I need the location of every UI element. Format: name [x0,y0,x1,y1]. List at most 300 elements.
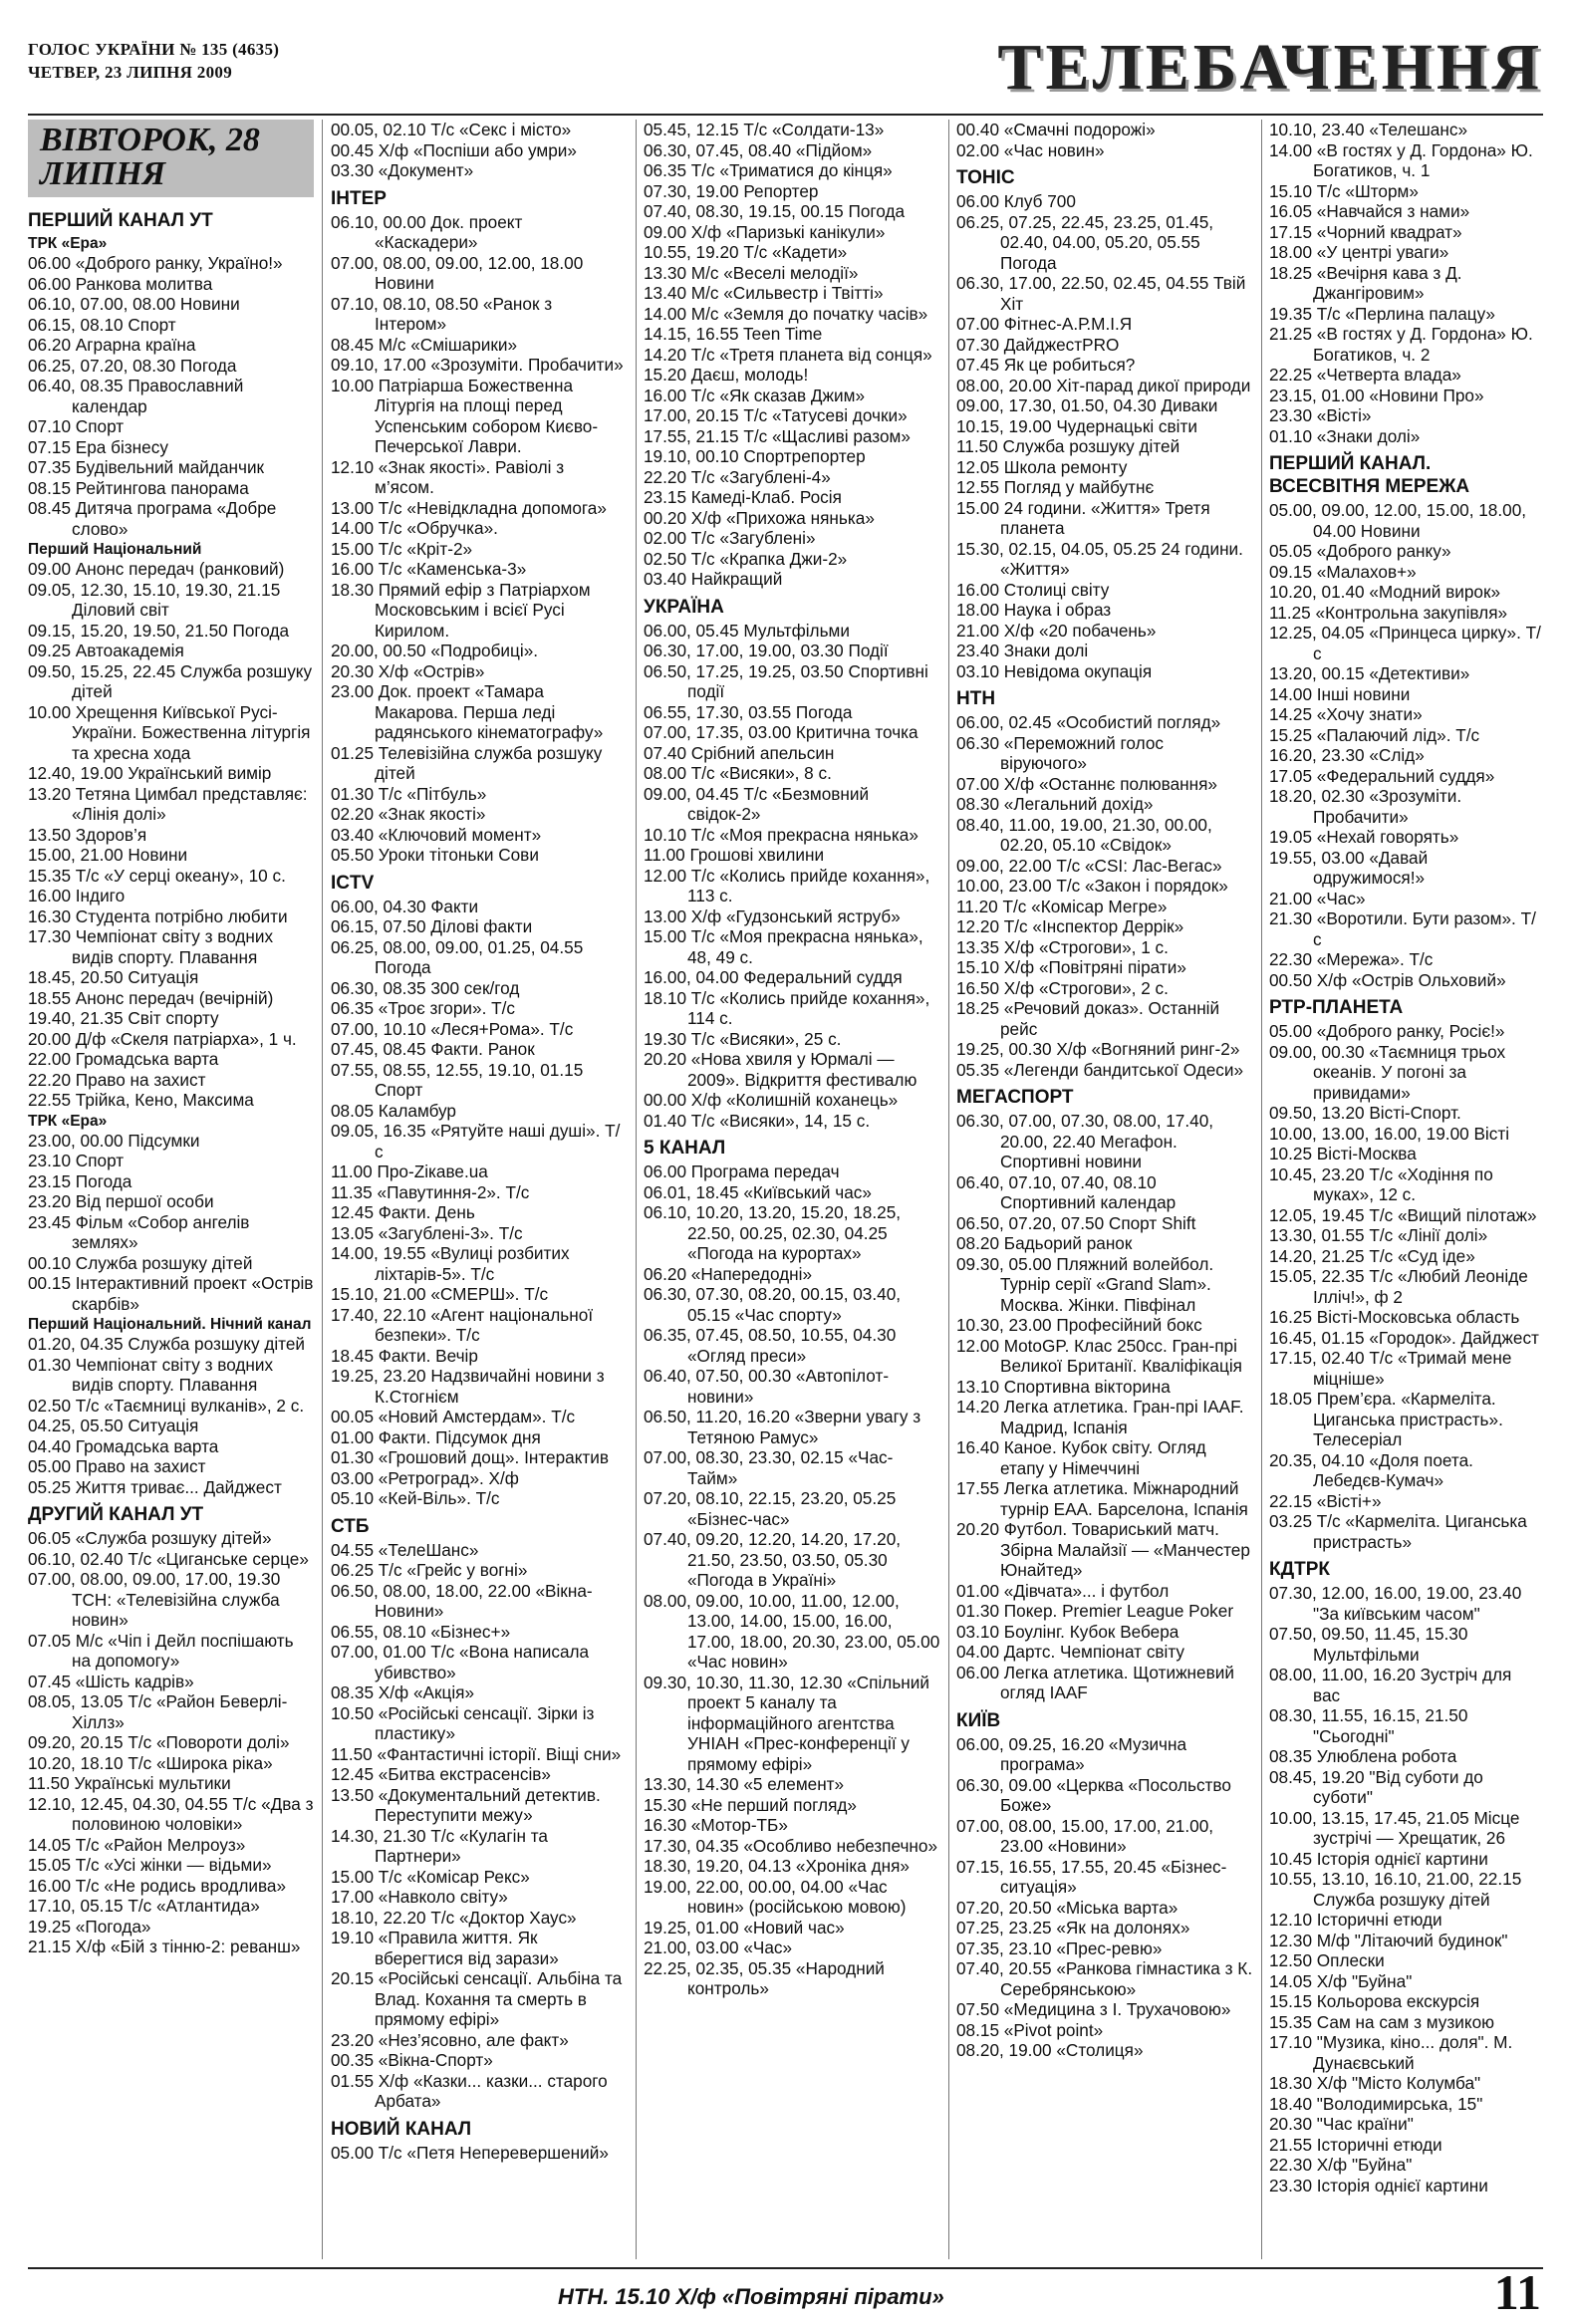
program-entry: 10.00, 13.00, 16.00, 19.00 Вісті [1269,1123,1510,1144]
program-entry: 06.00 «Доброго ранку, Україно!» [28,253,283,273]
column-divider [1261,120,1262,2259]
program-entry: 08.00, 11.00, 16.20 Зустріч для вас [1269,1665,1512,1705]
program-entry: 06.25 Т/с «Грейс у вогні» [331,1560,528,1580]
column-divider [948,120,949,2259]
program-entry: 08.15 Рейтингова панорама [28,477,249,498]
channel-name: ПЕРШИЙ КАНАЛ УТ [28,210,213,231]
program-entry: 19.10 «Правила життя. Як вберегтися від зарази» [331,1928,559,1968]
program-entry: 16.00 Т/с «Не родись вродлива» [28,1875,287,1896]
program-entry: 11.00 Грошові хвилини [644,845,825,865]
program-entry: 12.05 Школа ремонту [956,456,1128,477]
program-entry: 15.10 Т/с «Шторм» [1269,180,1419,201]
program-entry: 07.20, 20.50 «Міська варта» [956,1897,1178,1918]
program-entry: 09.05, 12.30, 15.10, 19.30, 21.15 Діловий світ [28,579,281,620]
program-entry: 07.50, 09.50, 11.45, 15.30 Мультфільми [1269,1624,1468,1665]
program-entry: 10.55, 19.20 Т/с «Кадети» [644,242,848,262]
program-entry: 15.00 Т/с «Комісар Рекс» [331,1866,530,1887]
program-entry: 16.00 Індиго [28,886,126,905]
program-entry: 06.50, 17.25, 19.25, 03.50 Спортивні події [644,660,928,701]
program-entry: 07.05 М/с «Чіп і Дейл поспішають на допомогу» [28,1630,294,1671]
program-entry: 06.40, 07.10, 07.40, 08.10 Спортивний календар [956,1171,1177,1212]
program-entry: 14.20 Легка атлетика. Гран-прі IAAF. Мадрид, Іспанія [956,1397,1244,1437]
program-entry: 09.15 «Малахов+» [1269,561,1417,582]
program-entry: 06.00 Легка атлетика. Щотижневий огляд IAAF [956,1662,1234,1702]
program-entry: 15.05, 22.35 Т/с «Любий Леоніде Ілліч!», ф 2 [1269,1266,1528,1307]
program-entry: 07.15, 16.55, 17.55, 20.45 «Бізнес-ситуація» [956,1856,1227,1897]
footer-rule [28,2267,1543,2269]
program-entry: 21.00 «Час» [1269,888,1366,908]
program-entry: 03.30 «Документ» [331,160,474,180]
program-entry: 08.20 Бадьорий ранок [956,1233,1133,1253]
program-entry: 08.45 Дитяча програма «Добре слово» [28,498,277,539]
program-entry: 22.55 Трійка, Кено, Максима [28,1090,254,1110]
program-entry: 05.25 Життя триває... Дайджест [28,1476,282,1497]
program-entry: 14.00 Інші новини [1269,683,1411,704]
program-entry: 23.15 Камеді-Клаб. Росія [644,487,842,507]
program-entry: 07.35, 23.10 «Прес-ревю» [956,1937,1163,1958]
program-entry: 07.45 «Шість кадрів» [28,1671,194,1691]
program-entry: 19.55, 03.00 «Давай одружимося!» [1269,847,1429,888]
program-entry: 06.40, 08.35 Православний календар [28,376,244,416]
channel-block-name: ТРК «Ера» [28,235,108,252]
program-entry: 07.30 ДайджестPRO [956,334,1120,355]
program-entry: 06.20 Аграрна країна [28,335,196,355]
channel-block-name: ТРК «Ера» [28,1112,108,1130]
program-entry: 22.15 «Вісті+» [1269,1490,1382,1511]
program-entry: 12.10 Історичні етюди [1269,1910,1442,1930]
program-entry: 04.00 Дартс. Чемпіонат світу [956,1642,1185,1662]
program-entry: 07.00, 08.30, 23.30, 02.15 «Час-Тайм» [644,1447,894,1488]
program-entry: 06.05 «Служба розшуку дітей» [28,1528,272,1548]
program-entry: 07.00 Фітнес-А.Р.М.І.Я [956,314,1133,334]
column-4 [956,120,1253,2259]
program-entry: 09.00 Анонс передач (ранковий) [28,559,285,579]
program-entry: 19.05 «Нехай говорять» [1269,827,1459,847]
program-entry: 21.15 Х/ф «Бій з тінню-2: реванш» [28,1937,301,1956]
program-entry: 22.30 «Мережа». Т/с [1269,949,1434,969]
channel-name: ДРУГИЙ КАНАЛ УТ [28,1504,204,1525]
program-entry: 06.30, 07.00, 07.30, 08.00, 17.40, 20.00, 22.40 Мегафон. Спортивні новини [956,1111,1214,1171]
program-entry: 17.15, 02.40 Т/с «Тримай мене міцніше» [1269,1348,1512,1389]
program-entry: 17.05 «Федеральний суддя» [1269,765,1495,786]
program-entry: 18.30 Прямий ефір з Патріархом Московським і всієї Русі Кирилом. [331,579,591,641]
program-entry: 19.25 «Погода» [28,1916,151,1937]
program-entry: 23.30 «Вісті» [1269,405,1372,425]
program-entry: 03.00 «Ретроград». Х/ф [331,1467,519,1488]
program-entry: 06.10, 00.00 Док. проект «Каскадери» [331,211,523,252]
column-divider [322,120,323,2259]
program-entry: 08.40, 11.00, 19.00, 21.30, 00.00, 02.20, 05.10 «Свідок» [956,814,1212,855]
program-entry: 16.00 Т/с «Каменська-3» [331,559,527,579]
program-entry: 23.00, 00.00 Підсумки [28,1130,200,1151]
program-entry: 16.30 Студента потрібно любити [28,905,288,926]
program-entry: 06.10, 07.00, 08.00 Новини [28,294,240,314]
program-entry: 06.00 Програма передач [644,1162,840,1181]
program-entry: 06.35 «Троє згори». Т/с [331,998,516,1018]
program-entry: 20.00, 00.50 «Подробиці». [331,641,539,660]
program-entry: 15.35 Т/с «У серці океану», 10 с. [28,865,286,886]
program-entry: 07.00, 08.00, 15.00, 17.00, 21.00, 23.00 «Новини» [956,1815,1214,1856]
page-number: 11 [1493,2264,1541,2320]
issue-date: ЧЕТВЕР, 23 ЛИПНЯ 2009 [28,63,233,82]
program-entry: 07.00, 08.00, 09.00, 12.00, 18.00 Новини [331,252,584,293]
program-entry: 07.55, 08.55, 12.55, 19.10, 01.15 Спорт [331,1059,584,1100]
program-entry: 12.45 Факти. День [331,1202,475,1222]
program-entry: 11.20 Т/с «Комісар Мегре» [956,896,1168,916]
channel-name: ПЕРШИЙ КАНАЛ. ВСЕСВІТНЯ МЕРЕЖА [1269,453,1470,497]
program-entry: 15.05 Т/с «Усі жінки — відьми» [28,1855,272,1875]
program-entry: 06.30, 07.30, 08.20, 00.15, 03.40, 05.15 «Час спорту» [644,1284,902,1325]
program-entry: 09.10, 17.00 «Зрозуміти. Пробачити» [331,355,624,375]
program-entry: 08.45, 19.20 "Від суботи до суботи" [1269,1766,1483,1807]
program-entry: 01.00 Факти. Підсумок дня [331,1426,541,1447]
program-entry: 03.40 «Ключовий момент» [331,824,542,845]
program-entry: 13.00 Т/с «Невідкладна допомога» [331,497,607,518]
program-entry: 17.55, 21.15 Т/с «Щасливі разом» [644,425,911,446]
program-entry: 01.10 «Знаки долі» [1269,425,1421,446]
program-entry: 16.00 Т/с «Як сказав Джим» [644,385,866,405]
program-entry: 22.20 Право на захист [28,1069,206,1090]
program-entry: 09.00, 22.00 Т/с «CSI: Лас-Вегас» [956,855,1222,876]
program-entry: 06.30, 09.00 «Церква «Посольство Боже» [956,1774,1231,1815]
program-entry: 11.25 «Контрольна закупівля» [1269,602,1508,623]
program-entry: 12.10, 12.45, 04.30, 04.55 Т/с «Два з половиною чоловіки» [28,1793,314,1834]
program-entry: 10.20, 18.10 Т/с «Широка ріка» [28,1752,273,1773]
program-entry: 11.35 «Павутиння-2». Т/с [331,1181,530,1202]
program-entry: 06.30, 17.00, 22.50, 02.45, 04.55 Твій Хіт [956,273,1246,314]
program-entry: 12.45 «Битва екстрасенсів» [331,1764,551,1784]
program-entry: 07.40, 08.30, 19.15, 00.15 Погода [644,201,906,221]
program-entry: 14.20, 21.25 Т/с «Суд іде» [1269,1245,1475,1266]
program-entry: 11.50 Українські мультики [28,1773,231,1793]
program-entry: 07.45 Як це робиться? [956,355,1136,375]
program-entry: 06.50, 11.20, 16.20 «Зверни увагу з Тетяною Рамус» [644,1407,921,1447]
program-entry: 06.00, 02.45 «Особистий погляд» [956,712,1221,732]
program-entry: 12.20 Т/с «Інспектор Деррік» [956,916,1184,936]
program-entry: 05.05 «Доброго ранку» [1269,541,1451,561]
program-entry: 16.25 Вісті-Московська область [1269,1307,1520,1327]
program-entry: 23.15, 01.00 «Новини Про» [1269,385,1484,405]
program-entry: 18.45, 20.50 Ситуація [28,967,199,987]
program-entry: 06.50, 08.00, 18.00, 22.00 «Вікна-Новини» [331,1580,593,1621]
program-entry: 06.50, 07.20, 07.50 Спорт Shift [956,1212,1196,1233]
program-entry: 17.10 "Музика, кіно... доля". М. Дунаєвський [1269,2032,1513,2073]
program-entry: 16.00 Столиці світу [956,579,1110,600]
program-entry: 06.10, 02.40 Т/с «Циганське серце» [28,1548,309,1569]
program-entry: 15.15 Кольорова екскурсія [1269,1991,1480,2011]
program-entry: 05.10 «Кей-Віль». Т/с [331,1488,500,1508]
program-entry: 07.00, 08.00, 09.00, 17.00, 19.30 ТСН: «Телевізійна служба новин» [28,1569,281,1630]
channel-name: СТБ [331,1515,370,1537]
program-entry: 16.20, 23.30 «Слід» [1269,745,1425,765]
program-entry: 08.20, 19.00 «Столиця» [956,2040,1144,2060]
program-entry: 04.40 Громадська варта [28,1435,219,1456]
program-entry: 06.30, 17.00, 19.00, 03.30 Події [644,641,889,660]
program-entry: 14.15, 16.55 Teen Time [644,324,823,344]
program-entry: 23.15 Погода [28,1170,132,1191]
program-entry: 18.20, 02.30 «Зрозуміти. Пробачити» [1269,786,1462,827]
program-entry: 19.25, 01.00 «Новий час» [644,1917,845,1937]
program-entry: 08.00, 20.00 Хіт-парад дикої природи [956,375,1251,395]
program-entry: 08.30 «Легальний дохід» [956,794,1154,814]
program-entry: 00.05 «Новий Амстердам». Т/с [331,1407,576,1426]
program-entry: 20.30 "Час країни" [1269,2114,1414,2134]
program-entry: 09.50, 13.20 Вісті-Спорт. [1269,1103,1461,1123]
program-entry: 10.30, 23.00 Професійний бокс [956,1315,1202,1335]
program-entry: 16.05 «Навчайся з нами» [1269,201,1470,221]
program-entry: 15.20 Даєш, молодь! [644,365,809,385]
program-entry: 06.15, 07.50 Ділові факти [331,916,533,936]
program-entry: 07.00, 01.00 Т/с «Вона написала убивство» [331,1642,590,1682]
day-heading: ВІВТОРОК, 28 ЛИПНЯ [28,120,314,197]
program-entry: 07.30, 19.00 Репортер [644,180,819,201]
program-entry: 23.10 Спорт [28,1151,125,1170]
program-entry: 15.00 Т/с «Кріт-2» [331,538,473,559]
program-entry: 20.20 «Нова хвиля у Юрмалі — 2009». Відкриття фестивалю [644,1049,917,1090]
program-entry: 20.30 Х/ф «Острів» [331,660,485,681]
program-entry: 07.25, 23.25 «Як на долонях» [956,1918,1190,1937]
program-entry: 09.00 Х/ф «Паризькі канікули» [644,221,886,242]
program-entry: 12.55 Погляд у майбутнє [956,477,1155,497]
program-entry: 15.25 «Палаючий лід». Т/с [1269,724,1480,745]
program-entry: 10.15, 19.00 Чудернацькі світи [956,415,1197,436]
program-entry: 21.00 Х/ф «20 побачень» [956,620,1157,641]
program-entry: 08.35 Улюблена робота [1269,1746,1457,1766]
program-entry: 17.40, 22.10 «Агент національної безпеки». Т/с [331,1304,594,1345]
program-entry: 15.30, 02.15, 04.05, 05.25 24 години. «Життя» [956,538,1243,579]
section-title: ТЕЛЕБАЧЕННЯ [997,31,1543,104]
issue-number: ГОЛОС УКРАЇНИ № 135 (4635) [28,40,280,59]
program-entry: 18.30, 19.20, 04.13 «Хроніка дня» [644,1856,910,1876]
program-entry: 18.40 "Володимирська, 15" [1269,2093,1483,2114]
program-entry: 09.20, 20.15 Т/с «Повороти долі» [28,1732,290,1752]
program-entry: 13.00 Х/ф «Гудзонський яструб» [644,905,901,926]
program-entry: 08.00, 09.00, 10.00, 11.00, 12.00, 13.00, 14.00, 15.00, 16.00, 17.00, 18.00, 20.30, 23.00, 05.00 «Час новин» [644,1590,940,1672]
program-entry: 04.25, 05.50 Ситуація [28,1416,199,1435]
channel-name: УКРАЇНА [644,596,724,618]
channel-name: ICTV [331,872,375,894]
program-entry: 03.40 Найкращий [644,569,783,589]
channel-block-name: Перший Національний [28,541,202,558]
program-entry: 15.10, 21.00 «СМЕРШ». Т/с [331,1284,549,1304]
program-entry: 14.20 Т/с «Третя планета від сонця» [644,344,932,365]
program-entry: 12.10 «Знак якості». Равіолі з м’ясом. [331,456,565,497]
program-entry: 08.15 «Pivot point» [956,2019,1104,2040]
program-entry: 17.10, 05.15 Т/с «Атлантида» [28,1896,260,1916]
program-entry: 01.40 Т/с «Висяки», 14, 15 с. [644,1110,871,1131]
program-entry: 18.25 «Вечірня кава з Д. Джангіровим» [1269,262,1462,303]
program-entry: 22.20 Т/с «Загублені-4» [644,466,831,487]
program-entry: 01.30 Т/с «Пітбуль» [331,783,487,804]
program-entry: 06.00 Клуб 700 [956,191,1076,211]
program-entry: 00.50 Х/ф «Острів Ольховий» [1269,969,1506,990]
program-entry: 07.40 Срібний апельсин [644,742,835,763]
program-entry: 19.00, 22.00, 00.00, 04.00 «Час новин» (російською мовою) [644,1876,907,1917]
program-entry: 06.30, 07.45, 08.40 «Підйом» [644,139,873,160]
program-entry: 10.25 Вісті-Москва [1269,1144,1417,1163]
program-entry: 10.10 Т/с «Моя прекрасна нянька» [644,824,918,845]
program-entry: 19.25, 00.30 Х/ф «Вогняний ринг-2» [956,1039,1240,1059]
program-entry: 06.35, 07.45, 08.50, 10.55, 04.30 «Огляд преси» [644,1325,897,1366]
program-entry: 07.40, 20.55 «Ранкова гімнастика з К. Серебрянською» [956,1958,1253,1999]
program-entry: 14.05 Х/ф "Буйна" [1269,1970,1413,1991]
program-entry: 07.50 «Медицина з І. Трухачовою» [956,1999,1231,2019]
program-entry: 17.30 Чемпіонат світу з водних видів спорту. Плавання [28,926,274,967]
channel-name: РТР-ПЛАНЕТА [1269,997,1404,1018]
program-entry: 06.55, 17.30, 03.55 Погода [644,701,853,722]
program-entry: 12.40, 19.00 Український вимір [28,763,272,783]
program-entry: 13.30, 01.55 Т/с «Лінії долі» [1269,1225,1488,1245]
program-entry: 13.30 М/с «Веселі мелодії» [644,262,859,283]
program-entry: 20.35, 04.10 «Доля поета. Лебедєв-Кумач» [1269,1449,1473,1490]
footer-promo: НТН. 15.10 Х/ф «Повітряні пірати» [558,2284,944,2309]
program-entry: 06.30 «Переможний голос віруючого» [956,732,1164,773]
channel-name: КИЇВ [956,1709,1001,1731]
program-entry: 11.00 Про-Zікаве.ua [331,1162,488,1181]
program-entry: 18.25 «Речовий доказ». Останній рейс [956,998,1220,1039]
program-entry: 15.10 Х/ф «Повітряні пірати» [956,957,1186,977]
header-rule [28,114,1543,116]
program-entry: 00.40 «Смачні подорожі» [956,120,1156,139]
program-entry: 13.40 М/с «Сильвестр і Твітті» [644,283,884,303]
program-entry: 16.50 Х/ф «Строгови», 2 с. [956,977,1169,998]
program-entry: 18.30 Х/ф "Місто Колумба" [1269,2073,1481,2093]
issue-info [28,38,279,84]
program-entry: 12.05, 19.45 Т/с «Вищий пілотаж» [1269,1204,1537,1225]
program-entry: 13.35 Х/ф «Строгови», 1 с. [956,936,1169,957]
program-entry: 10.45, 23.20 Т/с «Ходіння по муках», 12 с. [1269,1163,1493,1204]
program-entry: 10.20, 01.40 «Модний вирок» [1269,582,1501,602]
program-entry: 17.00 «Навколо світу» [331,1887,508,1907]
program-entry: 12.30 М/ф "Літаючий будинок" [1269,1930,1508,1950]
program-entry: 06.00, 04.30 Факти [331,896,479,916]
program-entry: 19.35 Т/с «Перлина палацу» [1269,303,1495,324]
program-entry: 00.45 Х/ф «Поспіши або умри» [331,139,577,160]
program-entry: 01.20, 04.35 Служба розшуку дітей [28,1334,306,1354]
program-entry: 09.30, 05.00 Пляжний волейбол. Турнір серії «Grand Slam». Москва. Жінки. Півфінал [956,1253,1214,1315]
program-entry: 21.55 Історичні етюди [1269,2134,1442,2155]
program-entry: 22.25 «Четверта влада» [1269,365,1461,385]
program-entry: 23.00 Док. проект «Тамара Макарова. Перша леді радянського кінематографу» [331,681,604,742]
program-entry: 07.00, 10.10 «Леся+Рома». Т/с [331,1018,574,1039]
program-entry: 15.30 «Не перший погляд» [644,1794,857,1815]
program-entry: 10.00, 23.00 Т/с «Закон і порядок» [956,876,1228,896]
program-entry: 19.25, 23.20 Надзвичайні новини з К.Стогнієм [331,1366,605,1407]
program-entry: 08.35 Х/ф «Акція» [331,1682,475,1702]
program-entry: 16.00, 04.00 Федеральний суддя [644,967,903,987]
program-entry: 18.55 Анонс передач (вечірній) [28,987,274,1008]
program-entry: 15.00 Т/с «Моя прекрасна нянька», 48, 49 с. [644,926,923,967]
program-entry: 07.10 Спорт [28,416,125,436]
program-entry: 05.50 Уроки тітоньки Сови [331,845,539,865]
program-entry: 00.00 Х/ф «Колишній коханець» [644,1090,899,1110]
program-entry: 06.25, 08.00, 09.00, 01.25, 04.55 Погода [331,936,584,977]
program-entry: 08.00 Т/с «Висяки», 8 с. [644,763,832,783]
program-entry: 11.50 «Фантастичні історії. Віщі сни» [331,1743,622,1764]
program-entry: 12.25, 04.05 «Принцеса цирку». Т/с [1269,623,1541,663]
program-entry: 13.50 «Документальний детектив. Переступити межу» [331,1784,601,1825]
program-entry: 09.05, 16.35 «Рятуйте наші душі». Т/с [331,1121,621,1162]
program-entry: 07.00, 17.35, 03.00 Критична точка [644,722,918,742]
program-entry: 08.45 М/с «Смішарики» [331,334,518,355]
program-entry: 05.00 Т/с «Петя Неперевершений» [331,2142,609,2163]
program-entry: 08.05 Каламбур [331,1100,456,1121]
column-1 [28,120,314,2259]
program-entry: 00.15 Інтерактивний проект «Острів скарбів» [28,1273,314,1314]
program-entry: 02.50 Т/с «Крапка Джи-2» [644,548,848,569]
program-entry: 14.00 М/с «Земля до початку часів» [644,303,928,324]
program-entry: 00.10 Служба розшуку дітей [28,1252,253,1273]
program-entry: 17.55 Легка атлетика. Міжнародний турнір ЕАА. Барселона, Іспанія [956,1478,1248,1519]
program-entry: 02.00 «Час новин» [956,139,1105,160]
program-entry: 09.00, 00.30 «Таємниця трьох океанів. У погоні за привидами» [1269,1041,1506,1103]
program-entry: 06.25, 07.25, 22.45, 23.25, 01.45, 02.40, 04.00, 05.20, 05.55 Погода [956,211,1214,273]
program-entry: 17.00, 20.15 Т/с «Татусеві дочки» [644,405,908,425]
program-entry: 07.15 Ера бізнесу [28,436,168,457]
column-2 [331,120,628,2259]
program-entry: 00.35 «Вікна-Спорт» [331,2050,493,2070]
program-entry: 18.00 «У центрі уваги» [1269,242,1449,262]
program-entry: 22.30 Х/ф "Буйна" [1269,2155,1413,2175]
program-entry: 19.40, 21.35 Світ спорту [28,1008,219,1028]
program-entry: 12.50 Оплески [1269,1950,1385,1970]
program-entry: 23.20 Від першої особи [28,1191,214,1211]
program-entry: 20.00 Д/ф «Скеля патріарха», 1 ч. [28,1028,297,1049]
column-divider [636,120,637,2259]
program-entry: 07.10, 08.10, 08.50 «Ранок з Інтером» [331,293,553,334]
program-entry: 09.15, 15.20, 19.50, 21.50 Погода [28,620,290,641]
program-entry: 19.10, 00.10 Спортрепортер [644,446,866,466]
program-entry: 18.10 Т/с «Колись прийде кохання», 114 с. [644,987,930,1028]
program-entry: 14.30, 21.30 Т/с «Кулагін та Партнери» [331,1825,548,1866]
program-entry: 14.00, 19.55 «Вулиці розбитих ліхтарів-5». Т/с [331,1243,570,1284]
program-entry: 03.25 Т/с «Кармеліта. Циганська пристрасть» [1269,1511,1527,1552]
program-entry: 14.00 Т/с «Обручка». [331,518,498,538]
program-entry: 05.00 «Доброго ранку, Росіє!» [1269,1021,1505,1041]
program-entry: 15.00, 21.00 Новини [28,845,188,865]
program-entry: 00.20 Х/ф «Прихожа нянька» [644,507,875,528]
program-entry: 23.20 «Нез’ясовно, але факт» [331,2029,569,2050]
program-entry: 01.30 «Грошовий дощ». Інтерактив [331,1447,610,1467]
program-entry: 17.30, 04.35 «Особливо небезпечно» [644,1835,938,1856]
program-entry: 20.15 «Російські сенсації. Альбіна та Влад. Кохання та смерть в прямому ефірі» [331,1968,623,2029]
program-entry: 10.55, 13.10, 16.10, 21.00, 22.15 Служба розшуку дітей [1269,1869,1522,1910]
program-entry: 18.45 Факти. Вечір [331,1345,478,1366]
program-entry: 06.00 Ранкова молитва [28,273,213,294]
column-3 [644,120,940,2259]
program-entry: 10.00, 13.15, 17.45, 21.05 Місце зустрічі — Хрещатик, 26 [1269,1807,1520,1848]
program-entry: 01.30 Чемпіонат світу з водних видів спорту. Плавання [28,1354,274,1395]
column-5 [1269,120,1543,2259]
program-entry: 09.25 Автоакадемія [28,641,184,660]
program-entry: 12.00 MotoGP. Клас 250cc. Гран-прі Великої Британії. Кваліфікація [956,1335,1242,1376]
program-entry: 08.30, 11.55, 16.15, 21.50 "Сьогодні" [1269,1705,1468,1746]
program-entry: 23.45 Фільм «Собор ангелів землях» [28,1211,250,1252]
program-entry: 02.50 Т/с «Таємниці вулканів», 2 с. [28,1395,305,1416]
program-entry: 00.05, 02.10 Т/с «Секс і місто» [331,120,572,139]
program-entry: 10.50 «Російські сенсації. Зірки із пластику» [331,1702,595,1743]
channel-name: НОВИЙ КАНАЛ [331,2118,472,2140]
program-entry: 02.20 «Знак якості» [331,804,486,824]
program-entry: 18.05 Прем’єра. «Кармеліта. Циганська пристрасть». Телесеріал [1269,1389,1503,1449]
program-entry: 20.20 Футбол. Товариський матч. Збірна Малайзії — «Манчестер Юнайтед» [956,1519,1250,1580]
channel-name: МЕГАСПОРТ [956,1087,1074,1108]
program-entry: 06.55, 08.10 «Бізнес+» [331,1621,511,1642]
program-entry: 16.45, 01.15 «Городок». Дайджест [1269,1327,1539,1348]
program-entry: 12.00 Т/с «Колись прийде кохання», 113 с. [644,865,930,905]
program-entry: 18.00 Наука і образ [956,600,1112,620]
program-entry: 07.20, 08.10, 22.15, 23.20, 05.25 «Бізнес-час» [644,1488,897,1529]
